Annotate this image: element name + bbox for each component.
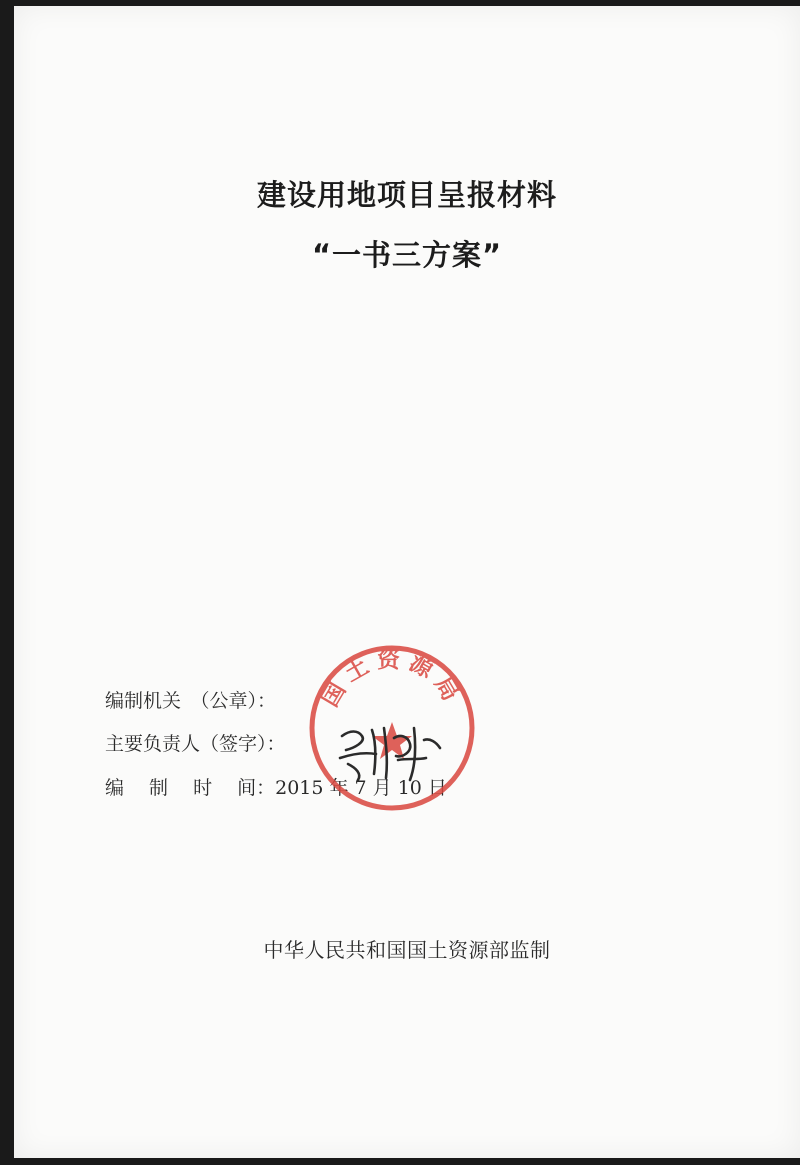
footer-supervisor: 中华人民共和国国土资源部监制 (263, 938, 551, 962)
compiler-field: 编制机关 （公章）： (105, 690, 277, 712)
document-subtitle: “一书三方案” (311, 238, 503, 272)
document-page (14, 6, 800, 1158)
responsible-person-field: 主要负责人（签字）： (105, 733, 286, 755)
compile-date-field: 编 制 时 间：2015 年 7 月 10 日 (105, 777, 447, 799)
handwritten-signature (336, 718, 446, 784)
document-title: 建设用地项目呈报材料 (256, 178, 557, 212)
seal-text: 国土资源局 (317, 646, 467, 712)
